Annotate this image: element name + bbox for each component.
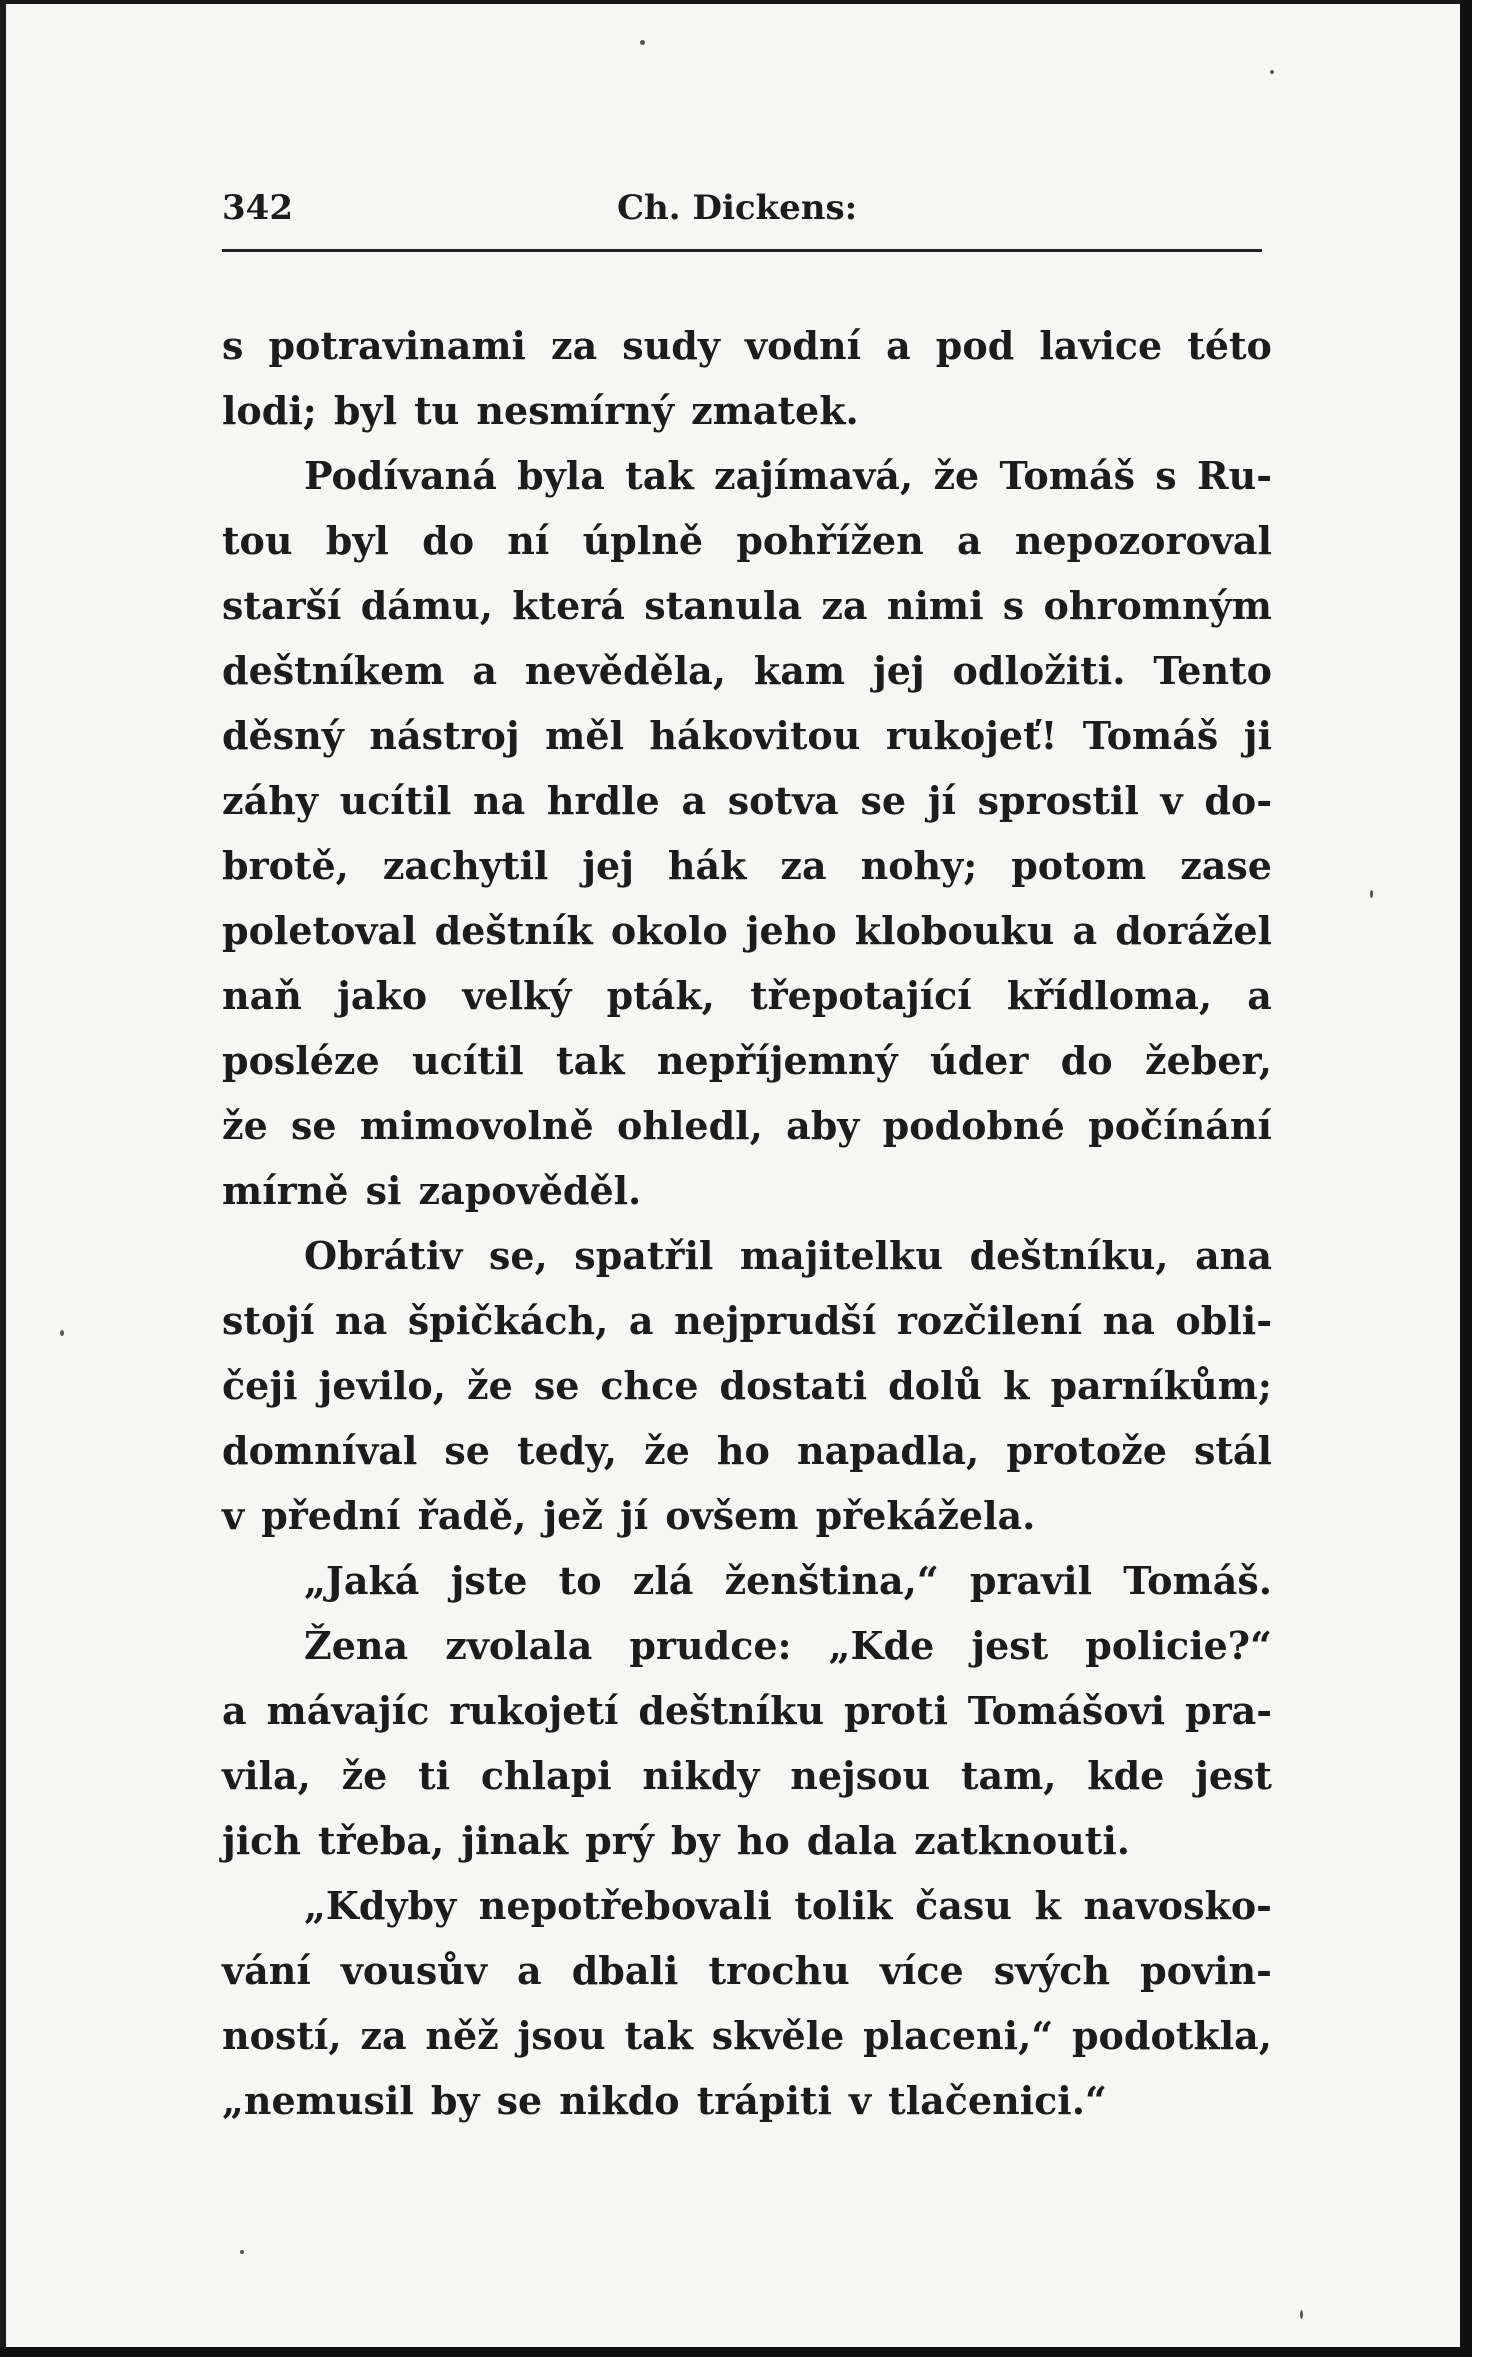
text-line: vila, že ti chlapi nikdy nejsou tam, kde jest — [222, 1753, 1272, 1798]
text-line: a mávajíc rukojetí deštníku proti Tomášovi pra- — [222, 1688, 1272, 1733]
text-line: naň jako velký pták, třepotající křídloma, a — [222, 973, 1272, 1018]
scan-top-edge — [0, 0, 1505, 4]
scan-right-edge — [1460, 0, 1505, 2357]
text-line: mírně si zapověděl. — [222, 1168, 642, 1213]
text-line: posléze ucítil tak nepříjemný úder do žeber, — [222, 1038, 1272, 1083]
text-line: tou byl do ní úplně pohřížen a nepozoroval — [222, 518, 1272, 563]
text-line: čeji jevilo, že se chce dostati dolů k parníkům; — [222, 1363, 1272, 1408]
text-line: Podívaná byla tak zajímavá, že Tomáš s Ru- — [304, 453, 1272, 498]
text-line: „Kdyby nepotřebovali tolik času k navosko- — [304, 1883, 1272, 1928]
scan-speck — [1300, 2310, 1303, 2319]
text-line: s potravinami za sudy vodní a pod lavice této — [222, 323, 1272, 368]
text-line: stojí na špičkách, a nejprudší rozčilení na obli- — [222, 1298, 1272, 1343]
text-line: že se mimovolně ohledl, aby podobné počínání — [222, 1103, 1272, 1148]
text-line: „Jaká jste to zlá ženština,“ pravil Tomáš. — [304, 1558, 1272, 1603]
text-line: vání vousův a dbali trochu více svých povin- — [222, 1948, 1272, 1993]
page-number: 342 — [222, 188, 293, 228]
scan-speck — [1370, 890, 1373, 898]
scan-bottom-edge — [0, 2347, 1505, 2357]
scan-speck — [60, 1330, 64, 1336]
text-line: brotě, zachytil jej hák za nohy; potom zase — [222, 843, 1272, 888]
text-line: v přední řadě, jež jí ovšem překážela. — [222, 1493, 1036, 1538]
text-line: starší dámu, která stanula za nimi s ohromným — [222, 583, 1272, 628]
scan-speck — [640, 40, 645, 45]
text-line: Žena zvolala prudce: „Kde jest policie?“ — [304, 1623, 1272, 1668]
scan-left-edge — [0, 0, 6, 2357]
body-text — [222, 318, 1272, 2138]
text-line: domníval se tedy, že ho napadla, protože stál — [222, 1428, 1272, 1473]
text-line: poletoval deštník okolo jeho klobouku a dorážel — [222, 908, 1272, 953]
text-line: Obrátiv se, spatřil majitelku deštníku, ana — [304, 1233, 1272, 1278]
page-header — [222, 188, 1262, 240]
scan-speck — [1270, 70, 1274, 74]
text-line: děsný nástroj měl hákovitou rukojeť! Tomáš ji — [222, 713, 1272, 758]
header-rule — [222, 249, 1262, 252]
scan-speck — [240, 2250, 244, 2254]
text-line: záhy ucítil na hrdle a sotva se jí sprostil v do- — [222, 778, 1272, 823]
text-line: „nemusil by se nikdo trápiti v tlačenici.“ — [222, 2078, 1107, 2123]
text-line: jich třeba, jinak prý by ho dala zatknouti. — [222, 1818, 1131, 1863]
text-line: lodi; byl tu nesmírný zmatek. — [222, 388, 859, 433]
text-line: ností, za něž jsou tak skvěle placeni,“ podotkla, — [222, 2013, 1272, 2058]
text-line: deštníkem a nevěděla, kam jej odložiti. Tento — [222, 648, 1272, 693]
running-title: Ch. Dickens: — [617, 188, 858, 228]
